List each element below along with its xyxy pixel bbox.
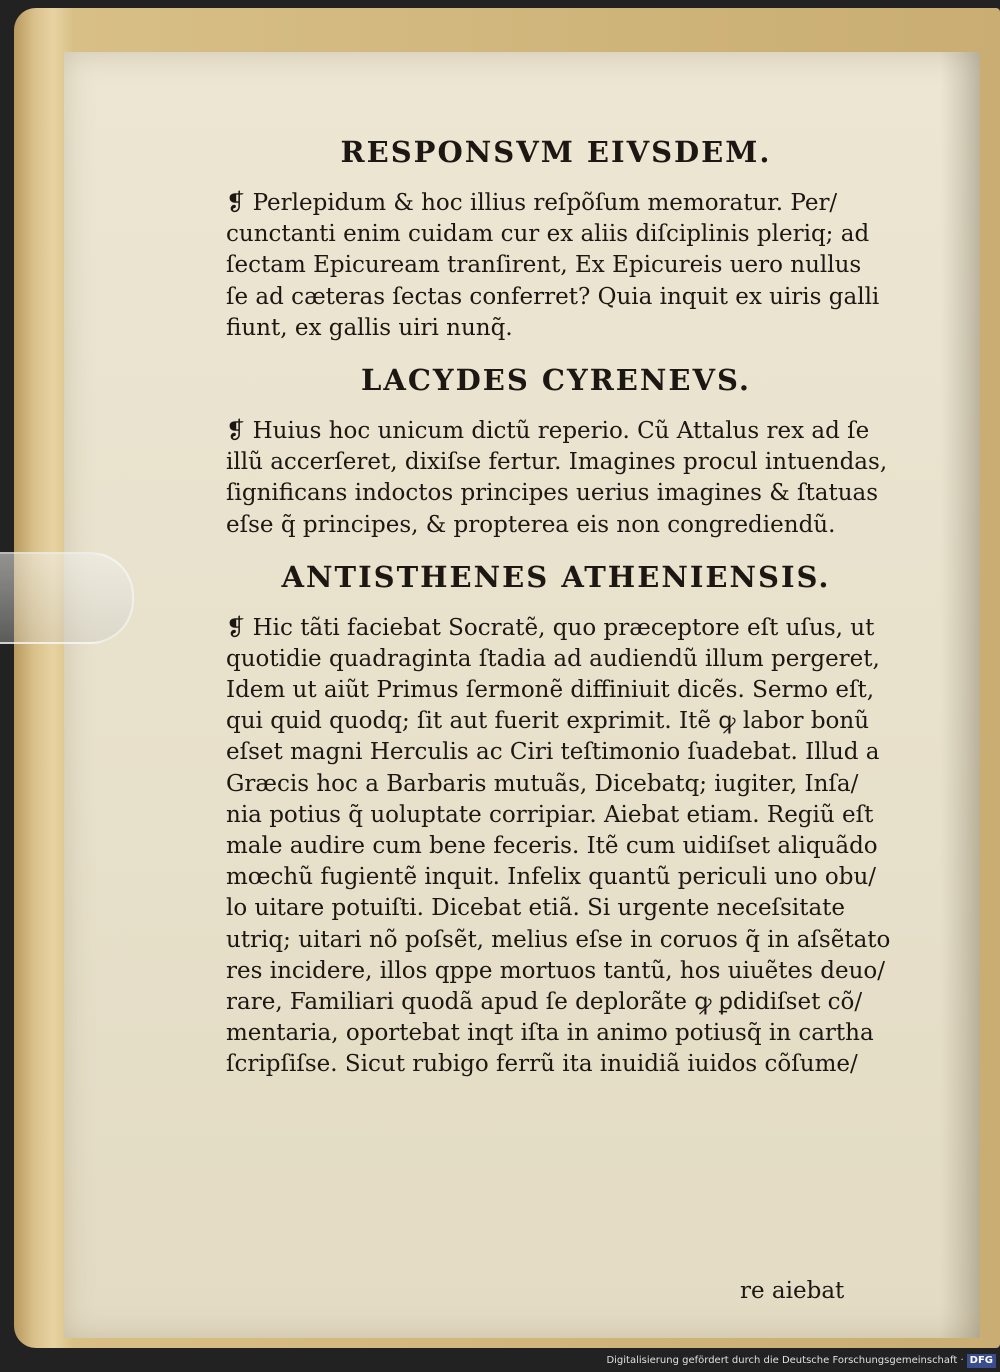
text-line: ſcripſiſse. Sicut rubigo ferrũ ita inuidiã iuidos cõſume/ (226, 1051, 858, 1078)
text-line: illũ accerſeret, dixiſse fertur. Imagines procul intuendas, (226, 449, 888, 476)
text-line: eſse q̃ principes, & propterea eis non congrediendũ. (226, 511, 836, 538)
dfg-logo: DFG (967, 1354, 996, 1368)
clear-page-holder (0, 552, 134, 644)
text-line: mœchũ fugientẽ inquit. Infelix quantũ periculi uno obu/ (226, 864, 877, 891)
text-line: ſe ad cæteras ſectas conferret? Quia inquit ex uiris galli (226, 283, 880, 310)
section-heading: LACYDES CYRENEVS. (360, 362, 752, 397)
section-heading: RESPONSVM EIVSDEM. (340, 135, 772, 169)
section-paragraph (226, 188, 886, 344)
text-line: ſectam Epicuream tranſirent, Ex Epicureis uero nullus (226, 252, 862, 279)
page-gutter-shadow (940, 52, 980, 1338)
text-line: ❡ Perlepidum & hoc illius reſpõſum memoratur. Per/ (226, 190, 838, 216)
section-heading: ANTISTHENES ATHENIENSIS. (281, 559, 831, 594)
text-line: male audire cum bene feceris. Itẽ cum uidiſset aliquãdo (226, 833, 878, 859)
text-line: quotidie quadraginta ſtadia ad audiendũ illum pergeret, (226, 645, 880, 672)
credit-text: Digitalisierung gefördert durch die Deutsche Forschungsgemeinschaft · (606, 1355, 964, 1366)
text-line: ❡ Hic tãti faciebat Socratẽ, quo præceptore eſt uſus, ut (226, 614, 875, 641)
text-line: ❡ Huius hoc unicum dictũ reperio. Cũ Attalus rex ad ſe (226, 417, 870, 444)
text-line: ſignificans indoctos principes uerius imagines & ſtatuas (226, 480, 879, 507)
text-line: cunctanti enim cuidam cur ex aliis diſciplinis pleriq; ad (226, 221, 870, 248)
page-text (226, 130, 891, 1081)
text-line: fiunt, ex gallis uiri nunq̃. (226, 314, 513, 341)
text-line: mentaria, oportebat inqt iſta in animo potiusq̃ in cartha (226, 1020, 874, 1047)
catchword: re aiebat (740, 1278, 845, 1304)
text-line: res incidere, illos qppe mortuos tantũ, hos uiuẽtes deuo/ (226, 957, 886, 984)
text-line: eſset magni Herculis ac Ciri teſtimonio ſuadebat. Illud a (226, 739, 880, 766)
text-line: Græcis hoc a Barbaris mutuãs, Dicebatq; iugiter, Inſa/ (226, 770, 859, 797)
text-line: Idem ut aiũt Primus ſermonẽ diffiniuit dicẽs. Sermo eſt, (226, 677, 875, 704)
text-line: rare, Familiari quodã apud ſe deplorãte ꝙ ꝑdidiſset cõ/ (226, 988, 863, 1015)
text-line: qui quid quodq; ſit aut fuerit exprimit. Itẽ ꝙ labor bonũ (226, 708, 870, 735)
text-line: lo uitare potuiſti. Dicebat etiã. Si urgente neceſsitate (226, 895, 846, 922)
text-line: nia potius q̃ uoluptate corripiar. Aiebat etiam. Regiũ eſt (226, 801, 874, 828)
digitization-credit (606, 1354, 996, 1368)
text-line: utriq; uitari nõ poſsẽt, melius eſse in coruos q̃ in aſsẽtato (226, 926, 891, 953)
section-paragraph (226, 416, 886, 541)
section-paragraph (226, 613, 891, 1081)
